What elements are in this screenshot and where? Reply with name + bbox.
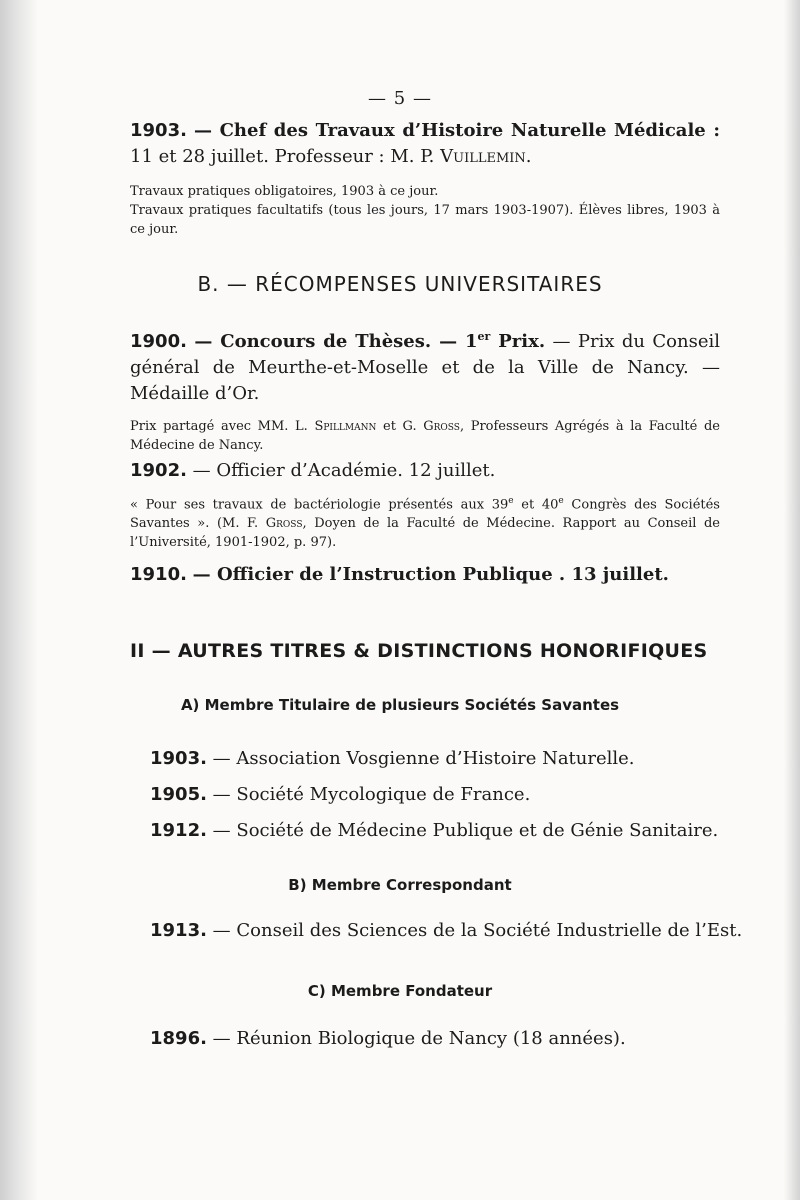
note-part: , Doyen de la Faculté de Médecine. Rapport au Conseil de l’Université, 1901-1902, p. 97). xyxy=(130,516,720,551)
entry-1903-text xyxy=(130,118,720,170)
entry-title: — Chef des Travaux d’Histoire Naturelle Médicale : xyxy=(194,120,720,141)
entry-title-part: — Concours de Thèses. — 1 xyxy=(194,331,478,352)
entry-1902-text xyxy=(130,458,720,484)
scan-shadow-left xyxy=(0,0,38,1200)
superscript: e xyxy=(558,496,564,506)
entry-year: 1903. xyxy=(130,120,187,141)
subsection-c-heading: C) Membre Fondateur xyxy=(307,982,493,1000)
entry-year: 1913. xyxy=(150,920,207,941)
entry-body: 11 et 28 juillet. Professeur : M. P. xyxy=(130,146,441,167)
entry-end: . xyxy=(525,146,532,167)
entry-year: 1900. xyxy=(130,331,187,352)
entry-title xyxy=(194,331,545,352)
list-item xyxy=(150,918,743,944)
entry-1900-text xyxy=(130,324,720,407)
note-part: Congrès des Sociétés Savantes ». (M. F. xyxy=(130,497,720,532)
superscript: er xyxy=(477,330,491,343)
entry-year: 1905. xyxy=(150,784,207,805)
list-item xyxy=(150,746,730,772)
superscript: e xyxy=(508,496,514,506)
entry-year: 1902. xyxy=(130,460,187,481)
note-1: Travaux pratiques obligatoires, 1903 à ce jour. xyxy=(130,184,439,199)
list-item xyxy=(150,1026,730,1052)
entry-year: 1903. xyxy=(150,748,207,769)
entry-body: — Officier de l’Instruction Publique . 13 juillet. xyxy=(192,564,669,585)
entry-body: — Réunion Biologique de Nancy (18 années). xyxy=(212,1028,626,1049)
entry-body: — Conseil des Sciences de la Société Industrielle de l’Est. xyxy=(212,920,743,941)
person-name: Gross xyxy=(423,419,460,434)
person-name: Vuillemin xyxy=(440,146,526,167)
note-1900 xyxy=(130,417,720,455)
note-1902 xyxy=(130,492,720,552)
entry-body: — Officier d’Académie. 12 juillet. xyxy=(192,460,496,481)
entry-1903-chef xyxy=(130,118,720,239)
list-item xyxy=(150,782,730,808)
entry-body: — Société Mycologique de France. xyxy=(212,784,531,805)
note-part: et 40 xyxy=(513,497,559,513)
scan-shadow-right xyxy=(784,0,800,1200)
entry-1900 xyxy=(130,324,720,455)
subsection-b-heading: B) Membre Correspondant xyxy=(288,876,512,894)
note-2: Travaux pratiques facultatifs (tous les jours, 17 mars 1903-1907). Élèves libres, 1903 à ce jour. xyxy=(130,203,720,237)
note-part: « Pour ses travaux de bactériologie présentés aux 39 xyxy=(130,497,509,513)
entry-title-part2: Prix. xyxy=(490,331,546,352)
entry-year: 1912. xyxy=(150,820,207,841)
entry-body: — Société de Médecine Publique et de Génie Sanitaire. xyxy=(212,820,719,841)
page-number: — 5 — xyxy=(368,88,432,109)
person-name: Spillmann xyxy=(314,419,377,434)
note-part: et G. xyxy=(376,419,424,434)
subsection-a-heading: A) Membre Titulaire de plusieurs Sociétés Savantes xyxy=(180,696,620,714)
person-name: Gross xyxy=(265,516,303,532)
list-item xyxy=(150,818,730,844)
note-part: Prix partagé avec MM. L. xyxy=(130,419,315,434)
entry-body: — Association Vosgienne d’Histoire Naturelle. xyxy=(212,748,635,769)
section-ii-heading: II — AUTRES TITRES & DISTINCTIONS HONORIFIQUES xyxy=(130,640,708,662)
entry-body: — Prix du Conseil général de Meurthe-et-Moselle et de la Ville de Nancy. — Médaille d’Or. xyxy=(130,331,721,404)
entry-1902 xyxy=(130,458,720,552)
entry-1910-text xyxy=(130,562,720,588)
section-b-heading: B. — RÉCOMPENSES UNIVERSITAIRES xyxy=(197,272,603,296)
entry-year: 1910. xyxy=(130,564,187,585)
note-part: , Professeurs Agrégés à la Faculté de Médecine de Nancy. xyxy=(130,419,720,453)
entry-year: 1896. xyxy=(150,1028,207,1049)
entry-1910 xyxy=(130,562,720,588)
